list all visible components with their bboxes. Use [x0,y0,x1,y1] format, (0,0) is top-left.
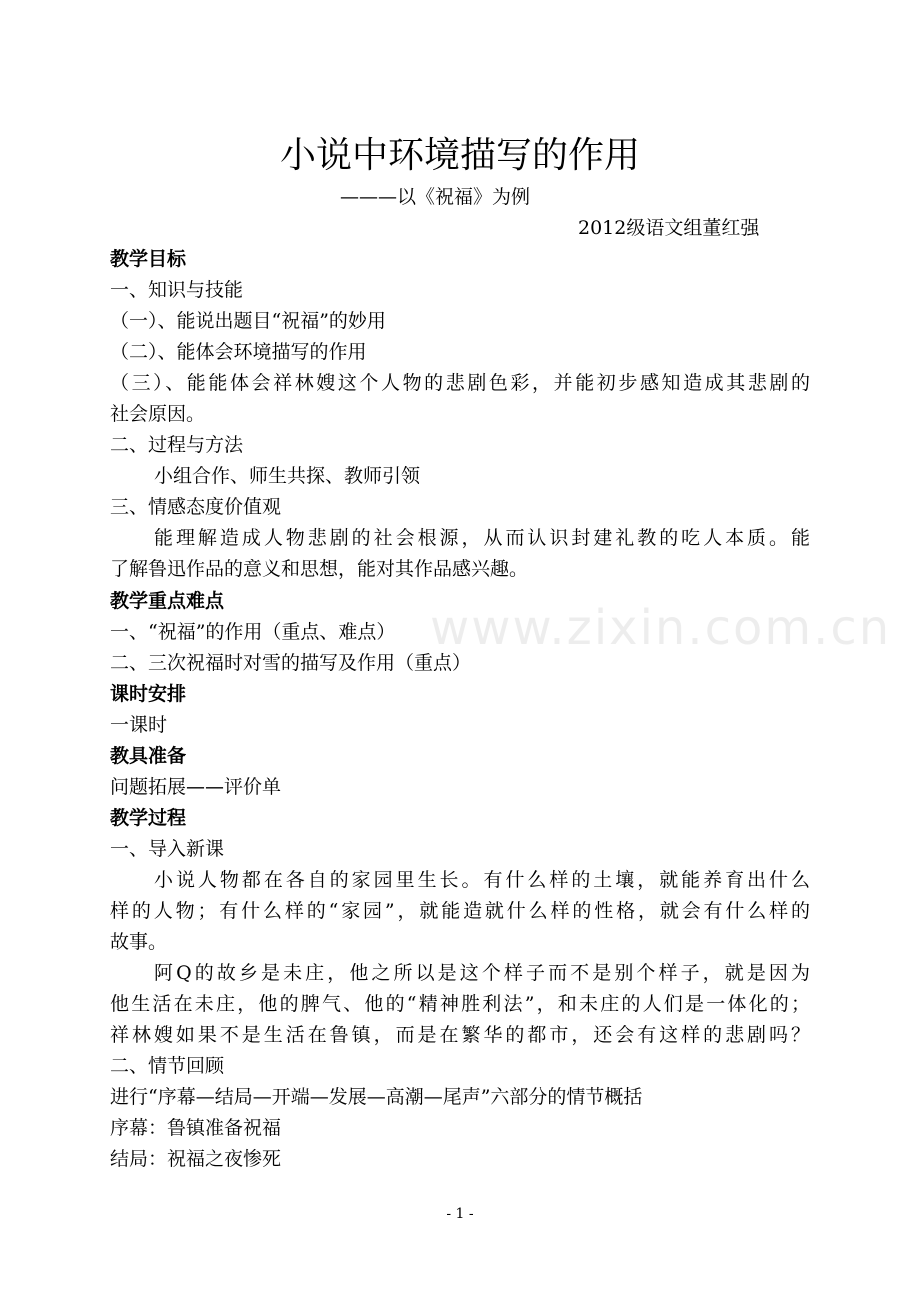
paragraph-line: 故事。 [110,931,168,953]
paragraph-line: 能理解造成人物悲剧的社会根源，从而认识封建礼教的吃人本质。能 [154,527,810,549]
subheading: 二、情节回顾 [110,1055,225,1077]
section-heading: 课时安排 [110,683,187,705]
section-heading: 教学过程 [110,807,187,829]
list-item-continuation: 社会原因。 [110,403,206,425]
paragraph-line: 结局：祝福之夜惨死 [110,1148,282,1170]
subheading: 二、过程与方法 [110,434,244,456]
paragraph-line: 进行“序幕—结局—开端—发展—高潮—尾声”六部分的情节概括 [110,1086,643,1108]
list-item: 二、三次祝福时对雪的描写及作用（重点） [110,652,472,674]
subheading: 一、导入新课 [110,838,225,860]
paragraph-line: 序幕：鲁镇准备祝福 [110,1117,282,1139]
section-heading: 教学重点难点 [110,590,225,612]
section-heading: 教学目标 [110,248,187,270]
watermark: www.zixin.com.cn [430,600,892,656]
list-item: 一、“祝福”的作用（重点、难点） [110,621,396,643]
list-item: （三）、能能体会祥林嫂这个人物的悲剧色彩，并能初步感知造成其悲剧的 [110,372,810,394]
section-heading: 教具准备 [110,745,187,767]
list-item: （一）、能说出题目“祝福”的妙用 [110,310,386,332]
subheading: 三、情感态度价值观 [110,496,282,518]
list-item: （二）、能体会环境描写的作用 [110,341,367,363]
subheading: 一、知识与技能 [110,279,244,301]
paragraph-line: 他生活在未庄，他的脾气、他的“精神胜利法”，和未庄的人们是一体化的； [110,993,810,1015]
paragraph-line: 样的人物；有什么样的“家园”，就能造就什么样的性格，就会有什么样的 [110,900,810,922]
document-subtitle: ———以《祝福》为例 [340,186,531,208]
paragraph-line: 阿Q的故乡是未庄，他之所以是这个样子而不是别个样子，就是因为 [154,962,810,984]
document-author: 2012级语文组董红强 [578,217,760,239]
paragraph-line: 问题拓展——评价单 [110,776,282,798]
paragraph-line: 祥林嫂如果不是生活在鲁镇，而是在繁华的都市，还会有这样的悲剧吗？ [110,1024,810,1046]
document-title: 小说中环境描写的作用 [279,135,640,176]
page-number: - 1 - [446,1206,474,1222]
paragraph-line: 了解鲁迅作品的意义和思想，能对其作品感兴趣。 [110,558,529,580]
paragraph-line: 小说人物都在各自的家园里生长。有什么样的土壤，就能养育出什么 [154,869,810,891]
paragraph-line: 一课时 [110,714,168,736]
paragraph-line: 小组合作、师生共探、教师引领 [154,465,421,487]
